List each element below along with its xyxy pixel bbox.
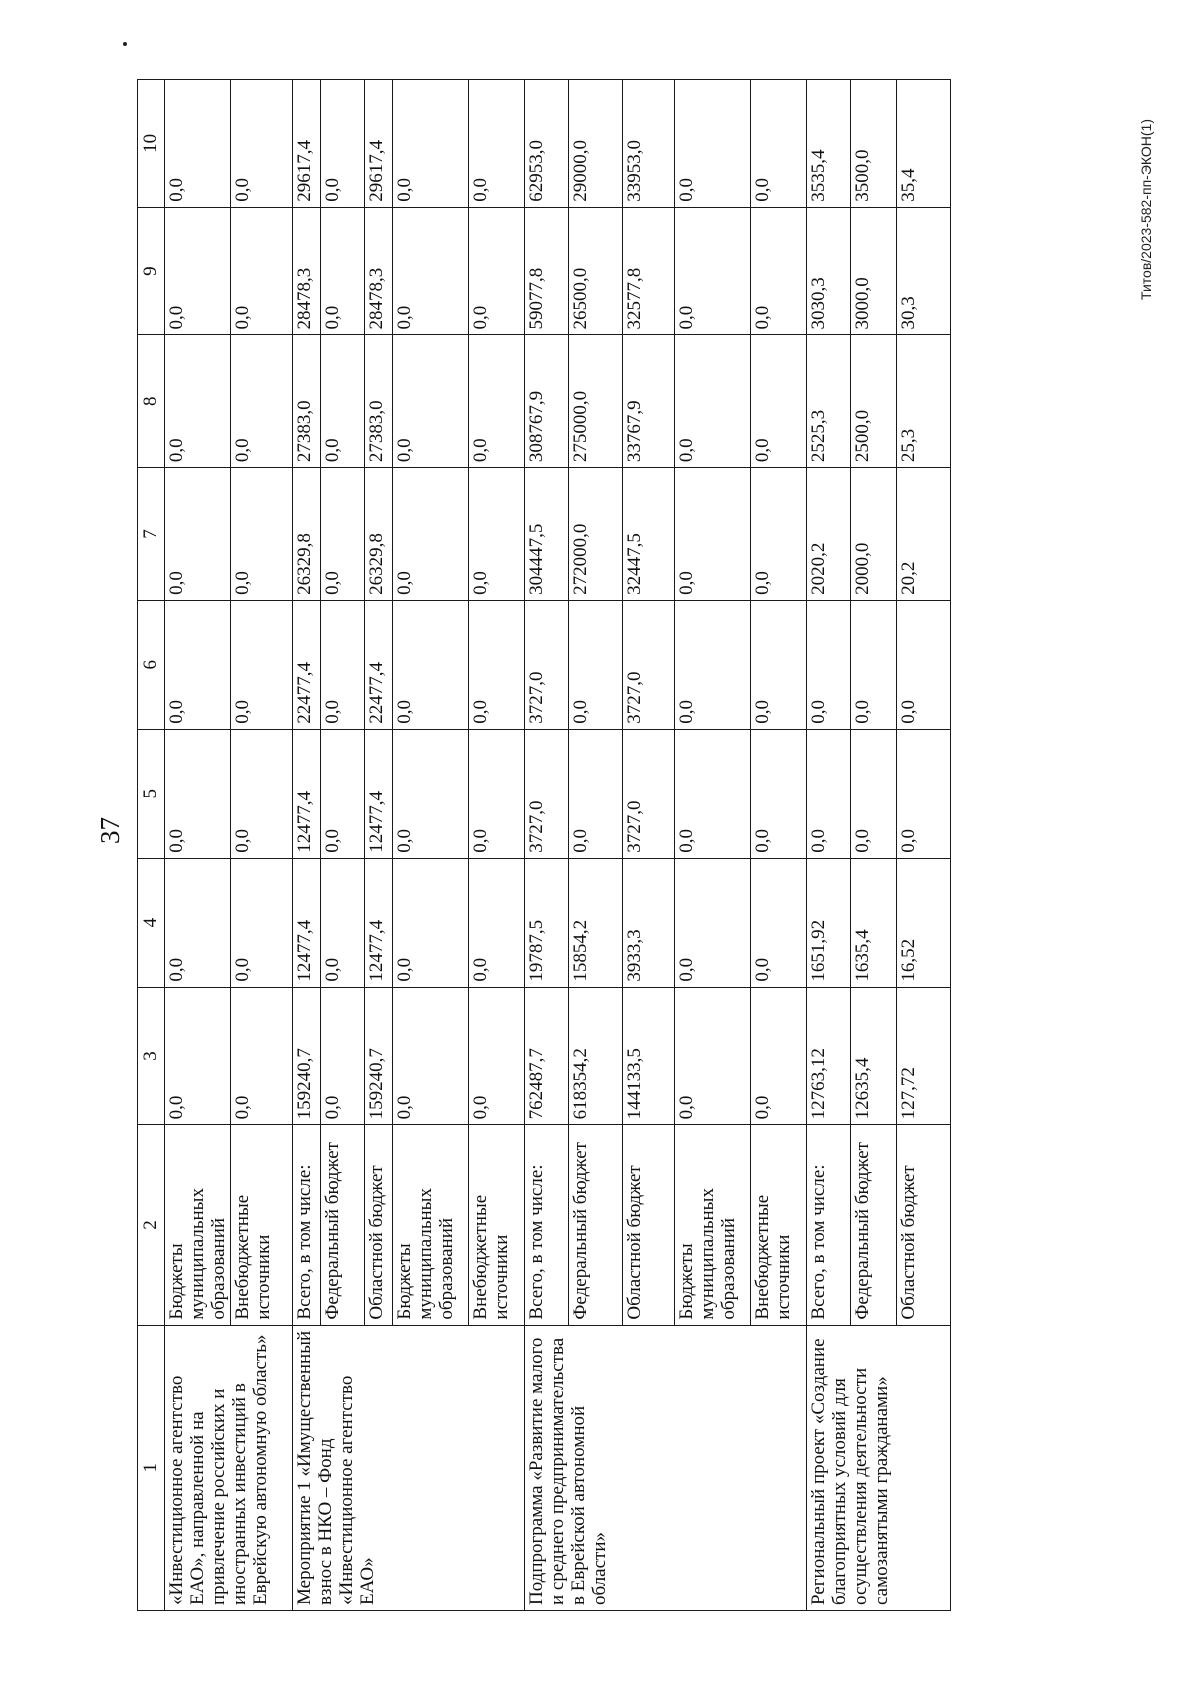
amount-cell: 0,0 xyxy=(231,335,293,468)
activity-title-cell: Подпрограмма «Развитие малого и среднего предпринимательства в Еврейской автономной области» xyxy=(525,1325,807,1610)
amount-cell: 0,0 xyxy=(321,207,365,335)
amount-cell: 0,0 xyxy=(751,600,807,729)
amount-cell: 0,0 xyxy=(231,987,293,1125)
amount-cell: 25,3 xyxy=(897,335,951,468)
amount-cell: 0,0 xyxy=(231,80,293,208)
amount-cell: 0,0 xyxy=(321,729,365,858)
amount-cell: 0,0 xyxy=(675,335,751,468)
amount-cell: 3030,3 xyxy=(807,207,851,335)
column-number: 10 xyxy=(138,80,165,208)
amount-cell: 28478,3 xyxy=(293,207,321,335)
amount-cell: 22477,4 xyxy=(365,600,393,729)
amount-cell: 19787,5 xyxy=(525,858,569,987)
amount-cell: 0,0 xyxy=(165,80,231,208)
amount-cell: 0,0 xyxy=(393,858,469,987)
amount-cell: 0,0 xyxy=(675,207,751,335)
amount-cell: 28478,3 xyxy=(365,207,393,335)
amount-cell: 0,0 xyxy=(321,468,365,601)
amount-cell: 275000,0 xyxy=(569,335,623,468)
activity-title-cell: Региональный проект «Создание благоприятных условий для осуществления деятельности самозанятыми гражданами» xyxy=(807,1325,951,1610)
amount-cell: 0,0 xyxy=(321,858,365,987)
funding-source-cell: Федеральный бюджет xyxy=(851,1125,897,1325)
column-number: 7 xyxy=(138,468,165,601)
amount-cell: 0,0 xyxy=(751,335,807,468)
funding-source-cell: Областной бюджет xyxy=(365,1125,393,1325)
amount-cell: 127,72 xyxy=(897,987,951,1125)
funding-source-cell: Всего, в том числе: xyxy=(807,1125,851,1325)
amount-cell: 0,0 xyxy=(469,987,525,1125)
amount-cell: 0,0 xyxy=(569,729,623,858)
amount-cell: 0,0 xyxy=(231,729,293,858)
amount-cell: 59077,8 xyxy=(525,207,569,335)
amount-cell: 12635,4 xyxy=(851,987,897,1125)
amount-cell: 0,0 xyxy=(231,207,293,335)
scan-dot xyxy=(123,42,127,46)
amount-cell: 0,0 xyxy=(231,858,293,987)
amount-cell: 27383,0 xyxy=(293,335,321,468)
column-number: 9 xyxy=(138,207,165,335)
amount-cell: 12477,4 xyxy=(293,858,321,987)
amount-cell: 159240,7 xyxy=(365,987,393,1125)
amount-cell: 0,0 xyxy=(231,600,293,729)
amount-cell: 0,0 xyxy=(469,468,525,601)
column-number: 2 xyxy=(138,1125,165,1325)
table-row xyxy=(807,80,851,1611)
amount-cell: 0,0 xyxy=(675,987,751,1125)
amount-cell: 33953,0 xyxy=(623,80,675,208)
amount-cell: 0,0 xyxy=(165,600,231,729)
column-number-row xyxy=(138,80,165,1611)
activity-title-cell: «Инвестиционное агентство ЕАО», направленной на привлечение российских и иностранных инвестиций в Еврейскую автономную область» xyxy=(165,1325,293,1610)
amount-cell: 27383,0 xyxy=(365,335,393,468)
amount-cell: 0,0 xyxy=(675,80,751,208)
amount-cell: 2500,0 xyxy=(851,335,897,468)
amount-cell: 3727,0 xyxy=(525,729,569,858)
column-number: 4 xyxy=(138,858,165,987)
column-number: 8 xyxy=(138,335,165,468)
amount-cell: 144133,5 xyxy=(623,987,675,1125)
amount-cell: 3727,0 xyxy=(525,600,569,729)
amount-cell: 0,0 xyxy=(231,468,293,601)
amount-cell: 32447,5 xyxy=(623,468,675,601)
amount-cell: 29617,4 xyxy=(293,80,321,208)
amount-cell: 3727,0 xyxy=(623,600,675,729)
amount-cell: 0,0 xyxy=(469,207,525,335)
amount-cell: 0,0 xyxy=(393,729,469,858)
amount-cell: 30,3 xyxy=(897,207,951,335)
amount-cell: 0,0 xyxy=(897,729,951,858)
amount-cell: 0,0 xyxy=(165,468,231,601)
amount-cell: 618354,2 xyxy=(569,987,623,1125)
funding-source-cell: Внебюджетные источники xyxy=(469,1125,525,1325)
activity-title-cell: Мероприятие 1 «Имущественный взнос в НКО – Фонд «Инвестиционное агентство ЕАО» xyxy=(293,1325,525,1610)
funding-source-cell: Федеральный бюджет xyxy=(321,1125,365,1325)
amount-cell: 3535,4 xyxy=(807,80,851,208)
amount-cell: 12477,4 xyxy=(365,729,393,858)
amount-cell: 0,0 xyxy=(165,729,231,858)
amount-cell: 0,0 xyxy=(321,600,365,729)
amount-cell: 26500,0 xyxy=(569,207,623,335)
amount-cell: 29000,0 xyxy=(569,80,623,208)
amount-cell: 29617,4 xyxy=(365,80,393,208)
amount-cell: 308767,9 xyxy=(525,335,569,468)
amount-cell: 0,0 xyxy=(469,600,525,729)
amount-cell: 0,0 xyxy=(165,335,231,468)
amount-cell: 0,0 xyxy=(851,600,897,729)
amount-cell: 26329,8 xyxy=(293,468,321,601)
amount-cell: 12763,12 xyxy=(807,987,851,1125)
funding-source-cell: Областной бюджет xyxy=(897,1125,951,1325)
table-row xyxy=(525,80,569,1611)
column-number: 3 xyxy=(138,987,165,1125)
amount-cell: 16,52 xyxy=(897,858,951,987)
funding-source-cell: Бюджеты муниципальных образований xyxy=(165,1125,231,1325)
amount-cell: 2000,0 xyxy=(851,468,897,601)
table-row xyxy=(293,80,321,1611)
amount-cell: 3933,3 xyxy=(623,858,675,987)
funding-source-cell: Областной бюджет xyxy=(623,1125,675,1325)
amount-cell: 0,0 xyxy=(751,987,807,1125)
amount-cell: 272000,0 xyxy=(569,468,623,601)
funding-source-cell: Бюджеты муниципальных образований xyxy=(393,1125,469,1325)
amount-cell: 3000,0 xyxy=(851,207,897,335)
amount-cell: 0,0 xyxy=(321,80,365,208)
amount-cell: 1635,4 xyxy=(851,858,897,987)
document-code: Титов/2023-582-пп-ЭКОН(1) xyxy=(1138,119,1154,300)
amount-cell: 0,0 xyxy=(569,600,623,729)
page-number: 37 xyxy=(95,817,125,844)
table-row xyxy=(165,80,231,1611)
amount-cell: 62953,0 xyxy=(525,80,569,208)
amount-cell: 0,0 xyxy=(469,335,525,468)
amount-cell: 12477,4 xyxy=(365,858,393,987)
funding-source-cell: Внебюджетные источники xyxy=(751,1125,807,1325)
amount-cell: 22477,4 xyxy=(293,600,321,729)
column-number: 6 xyxy=(138,600,165,729)
funding-source-cell: Федеральный бюджет xyxy=(569,1125,623,1325)
amount-cell: 0,0 xyxy=(675,600,751,729)
amount-cell: 0,0 xyxy=(751,729,807,858)
amount-cell: 0,0 xyxy=(675,858,751,987)
amount-cell: 0,0 xyxy=(393,468,469,601)
amount-cell: 0,0 xyxy=(751,468,807,601)
amount-cell: 26329,8 xyxy=(365,468,393,601)
amount-cell: 0,0 xyxy=(393,207,469,335)
amount-cell: 0,0 xyxy=(675,468,751,601)
amount-cell: 0,0 xyxy=(469,729,525,858)
amount-cell: 0,0 xyxy=(321,335,365,468)
amount-cell: 304447,5 xyxy=(525,468,569,601)
amount-cell: 0,0 xyxy=(675,729,751,858)
amount-cell: 0,0 xyxy=(807,600,851,729)
amount-cell: 12477,4 xyxy=(293,729,321,858)
amount-cell: 0,0 xyxy=(751,80,807,208)
amount-cell: 0,0 xyxy=(469,858,525,987)
amount-cell: 0,0 xyxy=(807,729,851,858)
amount-cell: 3727,0 xyxy=(623,729,675,858)
amount-cell: 0,0 xyxy=(321,987,365,1125)
amount-cell: 0,0 xyxy=(393,335,469,468)
amount-cell: 33767,9 xyxy=(623,335,675,468)
column-number: 1 xyxy=(138,1325,165,1610)
amount-cell: 0,0 xyxy=(851,729,897,858)
amount-cell: 1651,92 xyxy=(807,858,851,987)
amount-cell: 35,4 xyxy=(897,80,951,208)
amount-cell: 20,2 xyxy=(897,468,951,601)
amount-cell: 0,0 xyxy=(165,987,231,1125)
amount-cell: 2020,2 xyxy=(807,468,851,601)
funding-source-cell: Всего, в том числе: xyxy=(293,1125,321,1325)
amount-cell: 159240,7 xyxy=(293,987,321,1125)
amount-cell: 0,0 xyxy=(393,80,469,208)
amount-cell: 0,0 xyxy=(751,858,807,987)
funding-source-cell: Бюджеты муниципальных образований xyxy=(675,1125,751,1325)
funding-source-cell: Внебюджетные источники xyxy=(231,1125,293,1325)
amount-cell: 15854,2 xyxy=(569,858,623,987)
amount-cell: 2525,3 xyxy=(807,335,851,468)
amount-cell: 0,0 xyxy=(393,600,469,729)
amount-cell: 0,0 xyxy=(393,987,469,1125)
amount-cell: 0,0 xyxy=(469,80,525,208)
amount-cell: 0,0 xyxy=(751,207,807,335)
amount-cell: 0,0 xyxy=(165,207,231,335)
amount-cell: 0,0 xyxy=(897,600,951,729)
budget-table xyxy=(137,79,951,1611)
amount-cell: 0,0 xyxy=(165,858,231,987)
amount-cell: 762487,7 xyxy=(525,987,569,1125)
amount-cell: 32577,8 xyxy=(623,207,675,335)
column-number: 5 xyxy=(138,729,165,858)
funding-source-cell: Всего, в том числе: xyxy=(525,1125,569,1325)
amount-cell: 3500,0 xyxy=(851,80,897,208)
